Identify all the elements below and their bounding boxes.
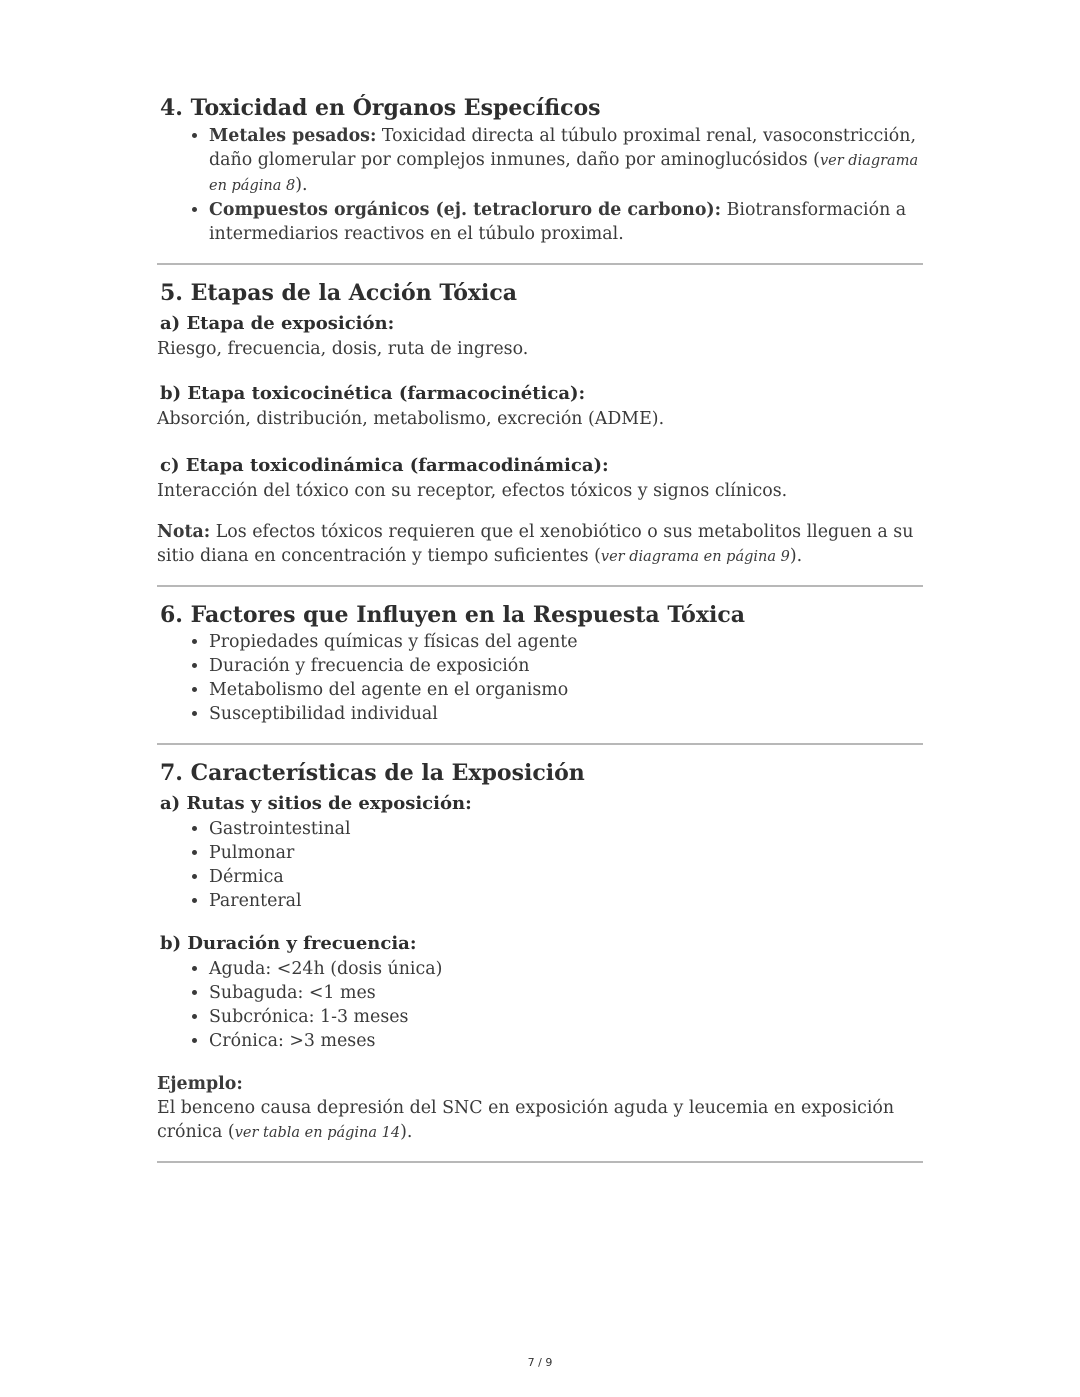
- divider: [157, 263, 923, 265]
- section-4-list: [157, 124, 923, 246]
- list-item: • Propiedades químicas y físicas del agente: [209, 630, 923, 654]
- subsection-title: b) Duración y frecuencia:: [160, 933, 417, 954]
- list-item: • Metales pesados: Toxicidad directa al túbulo proximal renal, vasoconstricción, daño glomerular por complejos inmunes, daño por aminoglucósidos (ver diagrama en página 8).: [209, 124, 923, 198]
- list-item: • Subcrónica: 1-3 meses: [209, 1005, 923, 1029]
- list-item: • Crónica: >3 meses: [209, 1029, 923, 1053]
- list-item: • Dérmica: [209, 865, 923, 889]
- list-item: • Subaguda: <1 mes: [209, 981, 923, 1005]
- duration-list: [157, 957, 923, 1053]
- list-item: • Susceptibilidad individual: [209, 702, 923, 726]
- subsection-title: b) Etapa toxicocinética (farmacocinética):: [160, 383, 586, 404]
- paragraph: Interacción del tóxico con su receptor, efectos tóxicos y signos clínicos.: [157, 481, 788, 501]
- section-4-title: 4. Toxicidad en Órganos Específicos: [160, 95, 601, 121]
- section-5-title: 5. Etapas de la Acción Tóxica: [160, 280, 517, 306]
- divider: [157, 585, 923, 587]
- section-7-title: 7. Características de la Exposición: [160, 760, 585, 786]
- list-item: • Compuestos orgánicos (ej. tetracloruro de carbono): Biotransformación a intermediarios reactivos en el túbulo proximal.: [209, 198, 923, 246]
- document-page: [157, 93, 923, 1163]
- list-item: • Pulmonar: [209, 841, 923, 865]
- divider: [157, 1161, 923, 1163]
- list-item: • Aguda: <24h (dosis única): [209, 957, 923, 981]
- divider: [157, 743, 923, 745]
- page-number: 7 / 9: [527, 1356, 553, 1369]
- routes-list: [157, 817, 923, 913]
- list-item: • Parenteral: [209, 889, 923, 913]
- list-item: • Duración y frecuencia de exposición: [209, 654, 923, 678]
- example-text: El benceno causa depresión del SNC en exposición aguda y leucemia en exposición crónica (ver tabla en página 14).: [157, 1098, 895, 1142]
- list-item: • Metabolismo del agente en el organismo: [209, 678, 923, 702]
- subsection-title: a) Rutas y sitios de exposición:: [160, 793, 472, 814]
- section-6-title: 6. Factores que Influyen en la Respuesta Tóxica: [160, 602, 745, 628]
- example-title: Ejemplo:: [157, 1074, 243, 1094]
- paragraph: Riesgo, frecuencia, dosis, ruta de ingreso.: [157, 339, 529, 359]
- subsection-title: a) Etapa de exposición:: [160, 313, 395, 334]
- note: Nota: Los efectos tóxicos requieren que el xenobiótico o sus metabolitos lleguen a su sitio diana en concentración y tiempo suficientes (ver diagrama en página 9).: [157, 522, 914, 566]
- paragraph: Absorción, distribución, metabolismo, excreción (ADME).: [157, 409, 665, 429]
- list-item: • Gastrointestinal: [209, 817, 923, 841]
- subsection-title: c) Etapa toxicodinámica (farmacodinámica):: [160, 455, 609, 476]
- section-6-list: [157, 630, 923, 726]
